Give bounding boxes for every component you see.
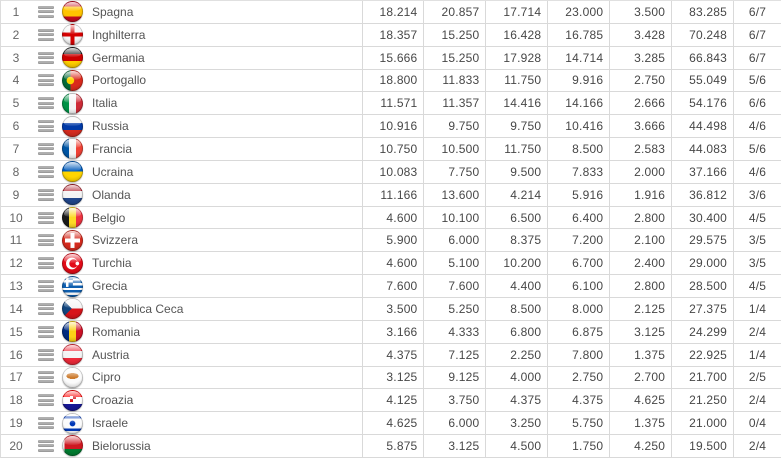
- team-cell: [1, 1, 362, 23]
- coeff-value-cell: 10.200: [485, 252, 547, 274]
- coeff-value-cell: 9.750: [423, 115, 485, 137]
- coeff-value-cell: 3.125: [362, 367, 424, 389]
- coeff-value-cell: 2.125: [609, 298, 671, 320]
- coeff-value-cell: 17.714: [485, 1, 547, 23]
- flag-hr-icon: [62, 390, 83, 411]
- rank-label: 16: [9, 347, 23, 362]
- team-cell: [1, 435, 362, 457]
- team-cell: [1, 412, 362, 434]
- coeff-value-cell: 3.666: [609, 115, 671, 137]
- flag-nl-icon: [62, 184, 83, 205]
- coeff-value-cell: 18.214: [362, 1, 424, 23]
- coeff-value-cell: 6.875: [547, 321, 609, 343]
- matches-cell: 1/4: [733, 298, 781, 320]
- coeff-value-cell: 7.750: [423, 161, 485, 183]
- table-row: [1, 229, 781, 252]
- rank-label: 5: [12, 96, 20, 111]
- coeff-value-cell: 2.800: [609, 207, 671, 229]
- coeff-value-cell: 4.600: [362, 207, 424, 229]
- coeff-value-cell: 3.285: [609, 47, 671, 69]
- team-cell: [1, 367, 362, 389]
- table-row: [1, 24, 781, 47]
- flag-es-icon: [62, 1, 83, 22]
- coeff-total-cell: 54.176: [671, 92, 733, 114]
- country-link[interactable]: Ucraina: [92, 164, 134, 179]
- coeff-total-cell: 21.700: [671, 367, 733, 389]
- rank-label: 11: [9, 233, 23, 248]
- coeff-value-cell: 6.000: [423, 229, 485, 251]
- matches-cell: 4/6: [733, 161, 781, 183]
- flag-it-icon: [62, 93, 83, 114]
- list-icon[interactable]: [38, 29, 55, 41]
- coeff-value-cell: 7.600: [362, 275, 424, 297]
- coeff-value-cell: 10.916: [362, 115, 424, 137]
- coeff-value-cell: 4.500: [485, 435, 547, 457]
- table-row: [1, 47, 781, 70]
- coeff-value-cell: 11.750: [485, 138, 547, 160]
- country-link[interactable]: Svizzera: [92, 233, 139, 248]
- flag-at-icon: [62, 344, 83, 365]
- coeff-total-cell: 44.083: [671, 138, 733, 160]
- coeff-value-cell: 10.083: [362, 161, 424, 183]
- coeff-value-cell: 3.125: [423, 435, 485, 457]
- list-icon[interactable]: [38, 234, 55, 246]
- coeff-total-cell: 19.500: [671, 435, 733, 457]
- flag-fr-icon: [62, 138, 83, 159]
- list-icon[interactable]: [38, 189, 55, 201]
- coeff-value-cell: 4.400: [485, 275, 547, 297]
- list-icon[interactable]: [38, 440, 55, 452]
- coeff-value-cell: 6.100: [547, 275, 609, 297]
- coeff-value-cell: 2.800: [609, 275, 671, 297]
- country-link[interactable]: Repubblica Ceca: [92, 301, 184, 316]
- rank-label: 15: [9, 324, 23, 339]
- rank-label: 13: [9, 279, 23, 294]
- coeff-value-cell: 15.250: [423, 47, 485, 69]
- coeff-value-cell: 11.833: [423, 70, 485, 92]
- table-row: [1, 184, 781, 207]
- team-cell: [1, 92, 362, 114]
- coeff-total-cell: 27.375: [671, 298, 733, 320]
- flag-ua-icon: [62, 161, 83, 182]
- country-link[interactable]: Austria: [92, 347, 130, 362]
- country-link[interactable]: Italia: [92, 96, 118, 111]
- country-link[interactable]: Olanda: [92, 187, 131, 202]
- rank-label: 8: [12, 164, 20, 179]
- coeff-value-cell: 9.125: [423, 367, 485, 389]
- rank-label: 17: [9, 370, 23, 385]
- list-icon[interactable]: [38, 120, 55, 132]
- coeff-value-cell: 7.200: [547, 229, 609, 251]
- matches-cell: 6/7: [733, 1, 781, 23]
- coeff-total-cell: 24.299: [671, 321, 733, 343]
- country-link[interactable]: Francia: [92, 141, 133, 156]
- list-icon[interactable]: [38, 52, 55, 64]
- table-row: [1, 115, 781, 138]
- coeff-value-cell: 4.000: [485, 367, 547, 389]
- matches-cell: 6/7: [733, 24, 781, 46]
- coeff-value-cell: 13.600: [423, 184, 485, 206]
- coeff-total-cell: 36.812: [671, 184, 733, 206]
- rank-label: 12: [9, 256, 23, 271]
- coeff-value-cell: 7.600: [423, 275, 485, 297]
- matches-cell: 3/6: [733, 184, 781, 206]
- team-cell: [1, 70, 362, 92]
- coeff-total-cell: 29.000: [671, 252, 733, 274]
- list-icon[interactable]: [38, 166, 55, 178]
- flag-ro-icon: [62, 321, 83, 342]
- matches-cell: 1/4: [733, 344, 781, 366]
- coeff-value-cell: 18.357: [362, 24, 424, 46]
- matches-cell: 3/5: [733, 252, 781, 274]
- table-row: [1, 1, 781, 24]
- flag-be-icon: [62, 207, 83, 228]
- coeff-value-cell: 7.833: [547, 161, 609, 183]
- coeff-total-cell: 21.000: [671, 412, 733, 434]
- table-row: [1, 92, 781, 115]
- flag-pt-icon: [62, 70, 83, 91]
- country-link[interactable]: Inghilterra: [92, 27, 146, 42]
- coeff-value-cell: 3.125: [609, 321, 671, 343]
- team-cell: [1, 161, 362, 183]
- list-icon[interactable]: [38, 303, 55, 315]
- coeff-value-cell: 4.375: [485, 389, 547, 411]
- table-row: [1, 412, 781, 435]
- list-icon[interactable]: [38, 143, 55, 155]
- coeff-value-cell: 9.750: [485, 115, 547, 137]
- coeff-value-cell: 4.625: [362, 412, 424, 434]
- country-link[interactable]: Croazia: [92, 393, 134, 408]
- coeff-value-cell: 4.214: [485, 184, 547, 206]
- coeff-value-cell: 2.666: [609, 92, 671, 114]
- team-cell: [1, 252, 362, 274]
- rank-label: 20: [9, 438, 23, 453]
- coeff-value-cell: 4.333: [423, 321, 485, 343]
- table-row: [1, 275, 781, 298]
- coeff-value-cell: 8.000: [547, 298, 609, 320]
- coeff-total-cell: 29.575: [671, 229, 733, 251]
- rank-label: 6: [12, 119, 20, 134]
- coeff-value-cell: 9.500: [485, 161, 547, 183]
- rank-label: 7: [12, 141, 20, 156]
- list-icon[interactable]: [38, 417, 55, 429]
- coeff-value-cell: 3.750: [423, 389, 485, 411]
- matches-cell: 4/6: [733, 115, 781, 137]
- table-row: [1, 70, 781, 93]
- flag-il-icon: [62, 413, 83, 434]
- team-cell: [1, 115, 362, 137]
- rank-label: 1: [12, 4, 20, 19]
- coeff-total-cell: 22.925: [671, 344, 733, 366]
- coeff-value-cell: 2.583: [609, 138, 671, 160]
- coeff-value-cell: 2.250: [485, 344, 547, 366]
- coeff-value-cell: 2.700: [609, 367, 671, 389]
- matches-cell: 4/5: [733, 207, 781, 229]
- matches-cell: 2/4: [733, 435, 781, 457]
- matches-cell: 2/5: [733, 367, 781, 389]
- coeff-value-cell: 6.700: [547, 252, 609, 274]
- table-row: [1, 344, 781, 367]
- table-row: [1, 389, 781, 412]
- team-cell: [1, 389, 362, 411]
- coeff-value-cell: 6.000: [423, 412, 485, 434]
- country-link[interactable]: Bielorussia: [92, 438, 151, 453]
- coeff-value-cell: 3.250: [485, 412, 547, 434]
- coeff-value-cell: 11.357: [423, 92, 485, 114]
- coeff-value-cell: 16.785: [547, 24, 609, 46]
- coeff-value-cell: 4.625: [609, 389, 671, 411]
- coeff-total-cell: 44.498: [671, 115, 733, 137]
- rank-label: 18: [9, 393, 23, 408]
- table-row: [1, 161, 781, 184]
- coeff-value-cell: 11.571: [362, 92, 424, 114]
- coeff-total-cell: 30.400: [671, 207, 733, 229]
- coeff-value-cell: 4.600: [362, 252, 424, 274]
- flag-tr-icon: [62, 253, 83, 274]
- list-icon[interactable]: [38, 394, 55, 406]
- coeff-value-cell: 8.500: [485, 298, 547, 320]
- list-icon[interactable]: [38, 326, 55, 338]
- coeff-value-cell: 3.166: [362, 321, 424, 343]
- coeff-value-cell: 16.428: [485, 24, 547, 46]
- matches-cell: 6/6: [733, 92, 781, 114]
- coeff-value-cell: 1.375: [609, 344, 671, 366]
- coeff-value-cell: 2.100: [609, 229, 671, 251]
- coeff-value-cell: 6.400: [547, 207, 609, 229]
- matches-cell: 5/6: [733, 70, 781, 92]
- coeff-value-cell: 2.750: [547, 367, 609, 389]
- coeff-value-cell: 5.875: [362, 435, 424, 457]
- list-icon[interactable]: [38, 257, 55, 269]
- coeff-value-cell: 4.250: [609, 435, 671, 457]
- matches-cell: 0/4: [733, 412, 781, 434]
- flag-ru-icon: [62, 116, 83, 137]
- coeff-value-cell: 20.857: [423, 1, 485, 23]
- coeff-total-cell: 70.248: [671, 24, 733, 46]
- team-cell: [1, 184, 362, 206]
- coeff-value-cell: 11.166: [362, 184, 424, 206]
- coeff-value-cell: 15.250: [423, 24, 485, 46]
- table-row: [1, 321, 781, 344]
- country-link[interactable]: Turchia: [92, 256, 132, 271]
- coeff-value-cell: 5.100: [423, 252, 485, 274]
- table-row: [1, 252, 781, 275]
- coeff-value-cell: 15.666: [362, 47, 424, 69]
- coeff-total-cell: 66.843: [671, 47, 733, 69]
- rank-label: 4: [12, 73, 20, 88]
- coeff-value-cell: 5.916: [547, 184, 609, 206]
- list-icon[interactable]: [38, 212, 55, 224]
- team-cell: [1, 344, 362, 366]
- list-icon[interactable]: [38, 371, 55, 383]
- coeff-value-cell: 8.375: [485, 229, 547, 251]
- coeff-value-cell: 18.800: [362, 70, 424, 92]
- team-cell: [1, 229, 362, 251]
- team-cell: [1, 321, 362, 343]
- country-link[interactable]: Germania: [92, 50, 145, 65]
- coeff-value-cell: 10.500: [423, 138, 485, 160]
- matches-cell: 4/5: [733, 275, 781, 297]
- team-cell: [1, 24, 362, 46]
- coeff-value-cell: 2.400: [609, 252, 671, 274]
- coeff-value-cell: 14.166: [547, 92, 609, 114]
- flag-de-icon: [62, 47, 83, 68]
- country-link[interactable]: Cipro: [92, 370, 121, 385]
- coeff-value-cell: 1.916: [609, 184, 671, 206]
- table-row: [1, 435, 781, 458]
- flag-ch-icon: [62, 230, 83, 251]
- table-row: [1, 298, 781, 321]
- rank-label: 9: [12, 187, 20, 202]
- team-cell: [1, 47, 362, 69]
- country-link[interactable]: Spagna: [92, 4, 134, 19]
- coeff-value-cell: 3.500: [609, 1, 671, 23]
- flag-gr-icon: [62, 276, 83, 297]
- country-link[interactable]: Belgio: [92, 210, 126, 225]
- coeff-value-cell: 3.500: [362, 298, 424, 320]
- coeff-value-cell: 2.000: [609, 161, 671, 183]
- coeff-total-cell: 21.250: [671, 389, 733, 411]
- matches-cell: 5/6: [733, 138, 781, 160]
- matches-cell: 6/7: [733, 47, 781, 69]
- coeff-total-cell: 55.049: [671, 70, 733, 92]
- team-cell: [1, 275, 362, 297]
- table-row: [1, 138, 781, 161]
- flag-by-icon: [62, 435, 83, 456]
- team-cell: [1, 298, 362, 320]
- list-icon[interactable]: [38, 74, 55, 86]
- coeff-value-cell: 3.428: [609, 24, 671, 46]
- list-icon[interactable]: [38, 280, 55, 292]
- flag-en-icon: [62, 24, 83, 45]
- rank-label: 19: [9, 416, 23, 431]
- coeff-value-cell: 7.125: [423, 344, 485, 366]
- team-cell: [1, 207, 362, 229]
- coeff-value-cell: 1.375: [609, 412, 671, 434]
- coeff-value-cell: 7.800: [547, 344, 609, 366]
- country-link[interactable]: Romania: [92, 324, 141, 339]
- coeff-value-cell: 1.750: [547, 435, 609, 457]
- coeff-value-cell: 8.500: [547, 138, 609, 160]
- country-link[interactable]: Grecia: [92, 279, 128, 294]
- list-icon[interactable]: [38, 6, 55, 18]
- rank-label: 14: [9, 301, 23, 316]
- team-cell: [1, 138, 362, 160]
- coeff-value-cell: 9.916: [547, 70, 609, 92]
- coeff-value-cell: 4.375: [547, 389, 609, 411]
- list-icon[interactable]: [38, 349, 55, 361]
- country-link[interactable]: Russia: [92, 119, 129, 134]
- coeff-value-cell: 2.750: [609, 70, 671, 92]
- coeff-value-cell: 23.000: [547, 1, 609, 23]
- coeff-value-cell: 5.250: [423, 298, 485, 320]
- coeff-value-cell: 6.800: [485, 321, 547, 343]
- coeff-value-cell: 14.714: [547, 47, 609, 69]
- country-link[interactable]: Israele: [92, 416, 129, 431]
- rank-label: 10: [9, 210, 23, 225]
- coeff-value-cell: 6.500: [485, 207, 547, 229]
- coeff-value-cell: 10.750: [362, 138, 424, 160]
- list-icon[interactable]: [38, 97, 55, 109]
- table-row: [1, 207, 781, 230]
- coeff-total-cell: 83.285: [671, 1, 733, 23]
- rank-label: 2: [12, 27, 20, 42]
- flag-cz-icon: [62, 298, 83, 319]
- coeff-value-cell: 5.900: [362, 229, 424, 251]
- coeff-value-cell: 10.100: [423, 207, 485, 229]
- coeff-value-cell: 14.416: [485, 92, 547, 114]
- coeff-value-cell: 5.750: [547, 412, 609, 434]
- coeff-value-cell: 10.416: [547, 115, 609, 137]
- coeff-total-cell: 28.500: [671, 275, 733, 297]
- coeff-total-cell: 37.166: [671, 161, 733, 183]
- country-link[interactable]: Portogallo: [92, 73, 147, 88]
- coeff-value-cell: 4.375: [362, 344, 424, 366]
- coeff-value-cell: 17.928: [485, 47, 547, 69]
- matches-cell: 2/4: [733, 389, 781, 411]
- flag-cy-icon: [62, 367, 83, 388]
- rank-label: 3: [12, 50, 20, 65]
- coeff-value-cell: 11.750: [485, 70, 547, 92]
- matches-cell: 3/5: [733, 229, 781, 251]
- coeff-value-cell: 4.125: [362, 389, 424, 411]
- table-row: [1, 367, 781, 390]
- matches-cell: 2/4: [733, 321, 781, 343]
